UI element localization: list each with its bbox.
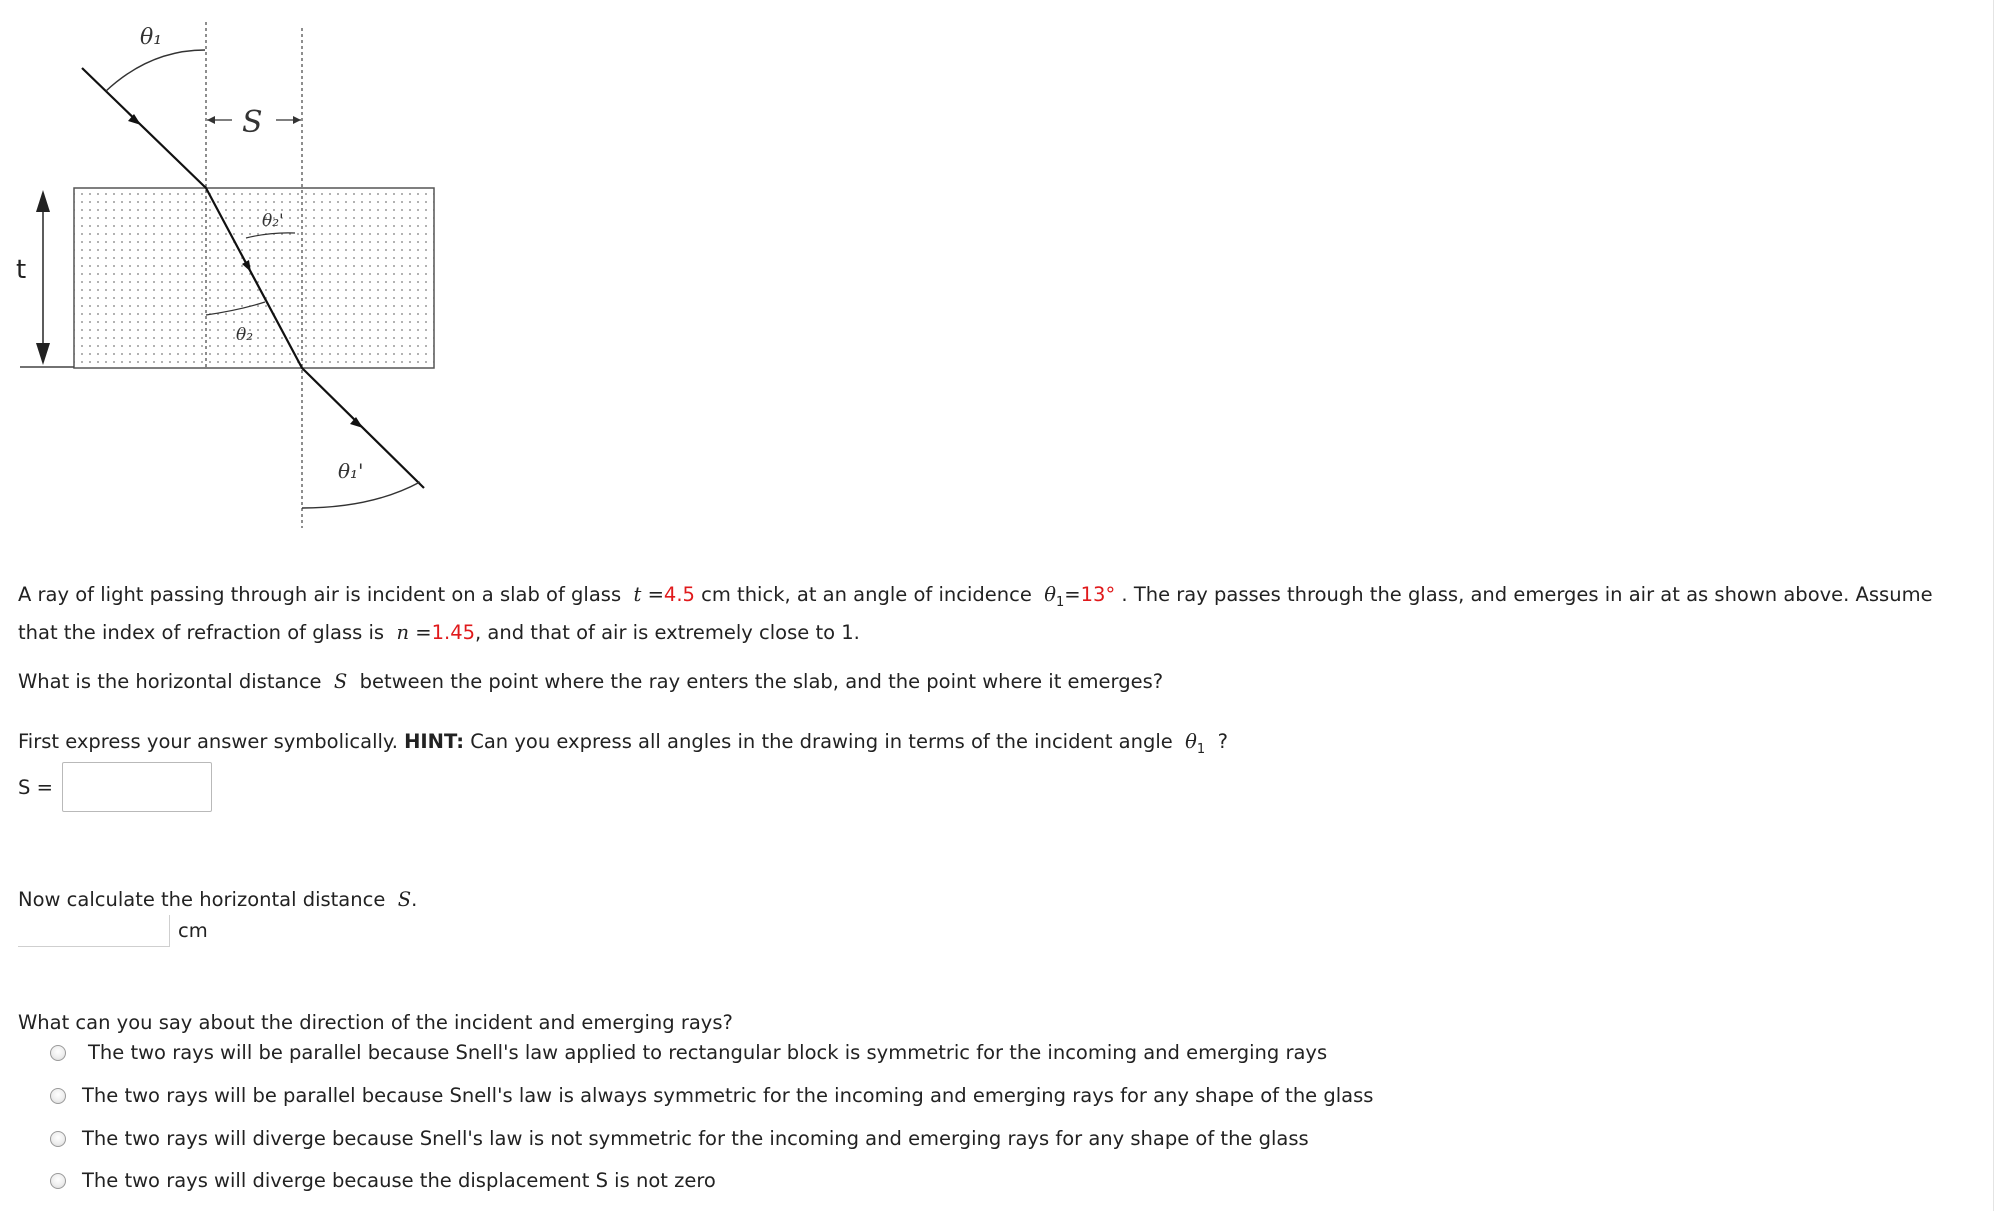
angle-value: 13°	[1080, 583, 1116, 606]
angle-arc-theta1-prime	[302, 482, 420, 508]
question-text: First express your answer symbolically.	[18, 730, 398, 753]
question-text: Now calculate the horizontal distance	[18, 888, 386, 911]
option-parallel-any-shape[interactable]	[50, 1084, 1373, 1107]
problem-line-2	[18, 618, 1933, 648]
symbolic-answer-label: S =	[18, 775, 53, 799]
problem-text: cm thick, at an angle of incidence	[694, 583, 1032, 606]
s-symbol: S	[397, 888, 412, 911]
question-symbolic	[18, 730, 1228, 757]
problem-text: that the index of refraction of glass is	[18, 620, 385, 644]
s-arrow-right-icon	[293, 116, 301, 124]
label-t: t	[16, 255, 27, 285]
question-text: What is the horizontal distance	[18, 670, 322, 693]
t-arrow-down-icon	[36, 343, 50, 365]
option-label: The two rays will diverge because the displacement S is not zero	[82, 1169, 716, 1192]
radio-button[interactable]	[50, 1173, 66, 1189]
option-diverge-displacement[interactable]	[50, 1169, 716, 1192]
theta-subscript: 1	[1196, 741, 1206, 757]
numeric-answer-row	[18, 914, 208, 947]
problem-statement	[18, 580, 1933, 648]
radio-button[interactable]	[50, 1131, 66, 1147]
label-theta1-prime: θ₁'	[338, 459, 364, 483]
numeric-answer-input[interactable]	[18, 915, 170, 947]
symbolic-answer-row	[18, 762, 212, 812]
n-symbol: n	[396, 620, 410, 644]
question-calculate	[18, 888, 417, 911]
question-direction: What can you say about the direction of the incident and emerging rays?	[18, 1011, 733, 1034]
index-value: 1.45	[431, 620, 476, 644]
thickness-value: 4.5	[663, 583, 695, 606]
theta-equals: =	[1064, 583, 1081, 606]
t-arrow-up-icon	[36, 190, 50, 212]
problem-line-1	[18, 580, 1933, 618]
option-diverge-not-symmetric[interactable]	[50, 1127, 1309, 1150]
problem-text: . The ray passes through the glass, and emerges in air at as shown above. Assume	[1115, 583, 1933, 606]
option-parallel-rectangular[interactable]	[50, 1041, 1327, 1064]
option-label: The two rays will be parallel because Snell's law is always symmetric for the incoming and emerging rays for any shape of the glass	[82, 1084, 1374, 1107]
problem-text: , and that of air is extremely close to 1.	[475, 620, 860, 644]
label-theta2-upper: θ₂'	[262, 211, 284, 231]
question-text: Can you express all angles in the drawing in terms of the incident angle	[470, 730, 1173, 753]
s-symbol: S	[333, 670, 348, 693]
question-text: ?	[1217, 730, 1228, 753]
unit-label: cm	[178, 919, 208, 942]
t-symbol: t	[633, 583, 642, 606]
label-theta1: θ₁	[140, 25, 163, 50]
symbolic-answer-input[interactable]	[62, 762, 212, 812]
refraction-diagram	[0, 0, 460, 540]
n-equals: =	[409, 620, 432, 644]
option-label: The two rays will diverge because Snell's law is not symmetric for the incoming and emerging rays for any shape of the glass	[82, 1127, 1309, 1150]
option-label: The two rays will be parallel because Snell's law applied to rectangular block is symmetric for the incoming and emerging rays	[88, 1041, 1328, 1064]
question-text: .	[411, 888, 418, 911]
theta-symbol: θ	[1185, 730, 1197, 753]
theta-symbol: θ	[1044, 583, 1057, 606]
radio-button[interactable]	[50, 1088, 66, 1104]
label-s: S	[242, 105, 263, 140]
radio-button[interactable]	[50, 1045, 66, 1061]
label-theta2-lower: θ₂	[236, 325, 254, 345]
theta-subscript: 1	[1056, 594, 1065, 610]
hint-label: HINT:	[404, 730, 465, 753]
question-text: between the point where the ray enters the slab, and the point where it emerges?	[359, 670, 1164, 693]
problem-text: A ray of light passing through air is incident on a slab of glass	[18, 583, 622, 606]
s-arrow-left-icon	[207, 116, 215, 124]
angle-arc-theta1	[106, 50, 205, 91]
question-distance	[18, 670, 1163, 693]
t-equals: =	[641, 583, 664, 606]
